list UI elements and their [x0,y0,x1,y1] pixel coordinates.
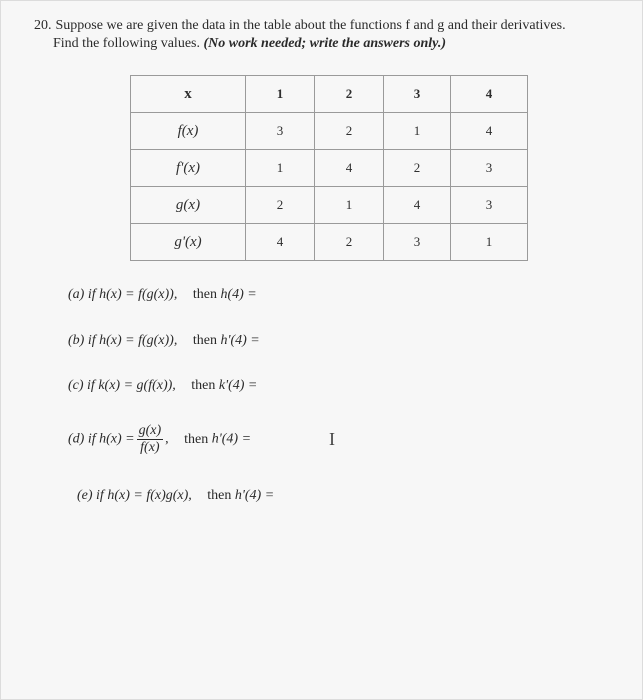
table-cell: 4 [246,224,315,261]
table-row-label: g'(x) [131,224,246,261]
problem-prompt [34,17,614,53]
part-e-expression: h(x) = f(x)g(x), [107,488,192,503]
part-c [68,378,257,394]
problem-instruction: Find the following values. [53,36,200,51]
table-cell: 1 [384,113,451,150]
part-e-question: h'(4) = [234,488,275,503]
part-d-fraction [137,423,164,456]
table-cell: 3 [451,187,528,224]
part-d [68,423,251,456]
part-c-question: k'(4) = [218,378,258,393]
part-d-then: then [184,431,209,447]
table-cell: 1 [246,150,315,187]
part-e-then: then [207,488,232,503]
part-d-question: h'(4) = [211,431,252,447]
part-a-label: (a) if [68,287,96,302]
table-cell: 2 [384,150,451,187]
part-b-question: h'(4) = [220,333,260,348]
part-a-then: then [192,287,217,302]
table-header-cell: 3 [384,76,451,113]
part-c-then: then [191,378,216,393]
table-row-label: f'(x) [131,150,246,187]
table-cell: 1 [315,187,384,224]
table-cell: 4 [451,113,528,150]
part-c-label: (c) if [68,378,95,393]
part-a-question: h(4) = [220,287,257,302]
table-cell: 2 [315,113,384,150]
problem-note: (No work needed; write the answers only.) [203,36,447,51]
part-b-then: then [192,333,217,348]
part-d-denominator: f(x) [140,440,160,455]
table-header-cell: 1 [246,76,315,113]
text-cursor-icon: I [329,429,335,449]
table-cell: 2 [315,224,384,261]
table-header-cell: 2 [315,76,384,113]
table-cell: 1 [451,224,528,261]
table-cell: 4 [384,187,451,224]
table-cell: 3 [384,224,451,261]
table-header-row [131,76,528,113]
table-header-label: x [131,76,246,113]
problem-text-line1: Suppose we are given the data in the table about the functions f and g and their derivatives. [55,18,566,33]
part-d-label: (d) if [68,431,96,447]
problem-number: 20. [34,18,52,33]
part-d-comma: , [165,431,169,447]
part-a-expression: h(x) = f(g(x)), [99,287,178,302]
table-row [131,187,528,224]
problem-text-line2 [34,35,614,53]
part-b [68,333,260,349]
part-b-expression: h(x) = f(g(x)), [99,333,178,348]
table-cell: 4 [315,150,384,187]
part-e-label: (e) if [77,488,104,503]
part-b-label: (b) if [68,333,96,348]
part-c-expression: k(x) = g(f(x)), [98,378,176,393]
table-cell: 2 [246,187,315,224]
part-a [68,287,257,303]
table-row [131,150,528,187]
table-row-label: g(x) [131,187,246,224]
table-header-cell: 4 [451,76,528,113]
part-e [77,488,274,504]
table-row [131,113,528,150]
table-cell: 3 [451,150,528,187]
table-row-label: f(x) [131,113,246,150]
table-cell: 3 [246,113,315,150]
table-row [131,224,528,261]
part-d-expression: h(x) = [99,431,135,447]
part-d-numerator: g(x) [138,423,162,438]
function-value-table [130,75,528,261]
